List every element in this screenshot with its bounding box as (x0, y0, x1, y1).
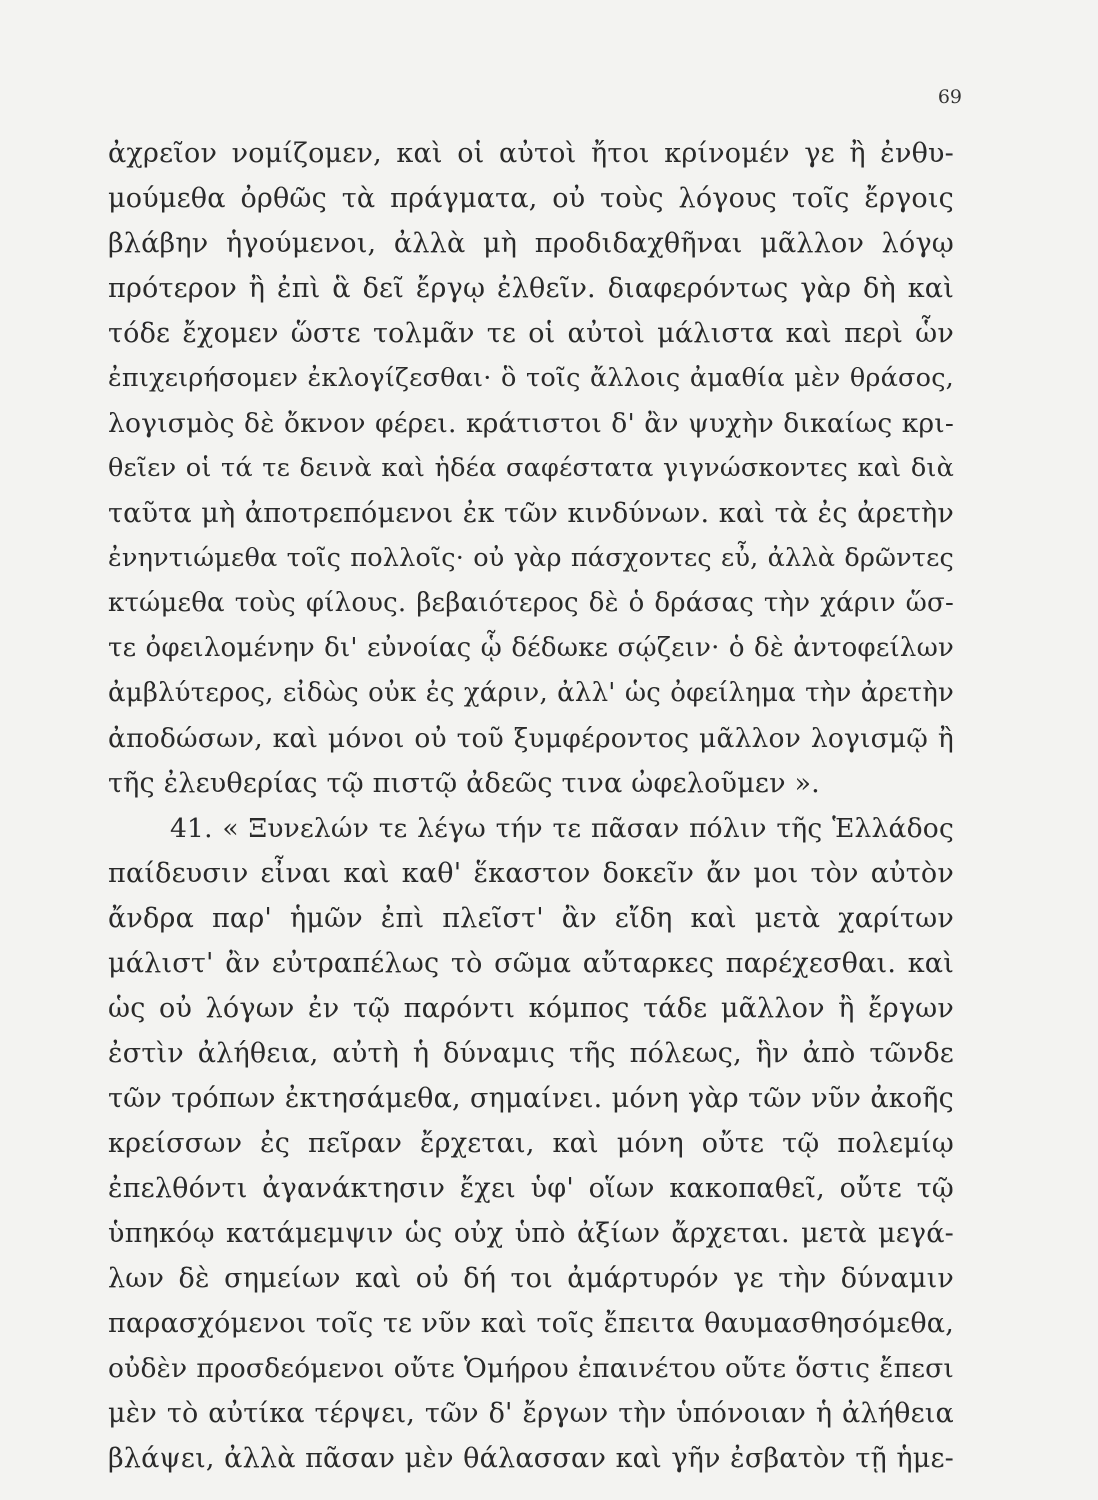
text-line: μούμεθα ὀρθῶς τὰ πράγματα, οὐ τοὺς λόγους τοῖς ἔργοις (108, 183, 954, 214)
text-line: ἐνηντιώμεθα τοῖς πολλοῖς· οὐ γὰρ πάσχοντες εὖ, ἀλλὰ δρῶντες (108, 543, 954, 573)
text-line: κτώμεθα τοὺς φίλους. βεβαιότερος δὲ ὁ δράσας τὴν χάριν ὥσ- (108, 588, 954, 618)
text-line: μάλιστ' ἂν εὐτραπέλως τὸ σῶμα αὔταρκες παρέχεσθαι. καὶ (108, 948, 954, 979)
body-text (108, 131, 954, 1481)
text-line: παίδευσιν εἶναι καὶ καθ' ἕκαστον δοκεῖν ἄν μοι τὸν αὐτὸν (108, 858, 954, 889)
text-line: τε ὀφειλομένην δι' εὐνοίας ᾧ δέδωκε σῴζειν· ὁ δὲ ἀντοφείλων (108, 633, 954, 663)
text-line: λογισμὸς δὲ ὄκνον φέρει. κράτιστοι δ' ἂν ψυχὴν δικαίως κρι- (108, 408, 954, 439)
text-line: βλάψει, ἀλλὰ πᾶσαν μὲν θάλασσαν καὶ γῆν ἐσβατὸν τῇ ἡμε- (108, 1443, 954, 1474)
text-line: τόδε ἔχομεν ὥστε τολμᾶν τε οἱ αὐτοὶ μάλιστα καὶ περὶ ὧν (108, 318, 954, 349)
text-line: ὡς οὐ λόγων ἐν τῷ παρόντι κόμπος τάδε μᾶλλον ἢ ἔργων (108, 993, 954, 1024)
text-line: ἀχρεῖον νομίζομεν, καὶ οἱ αὐτοὶ ἤτοι κρίνομέν γε ἢ ἐνθυ- (108, 138, 954, 169)
text-line: πρότερον ἢ ἐπὶ ἃ δεῖ ἔργῳ ἐλθεῖν. διαφερόντως γὰρ δὴ καὶ (108, 273, 954, 304)
text-line: ὑπηκόῳ κατάμεμψιν ὡς οὐχ ὑπὸ ἀξίων ἄρχεται. μετὰ μεγά- (108, 1218, 954, 1249)
text-line: κρείσσων ἐς πεῖραν ἔρχεται, καὶ μόνη οὔτε τῷ πολεμίῳ (108, 1128, 954, 1159)
text-line: παρασχόμενοι τοῖς τε νῦν καὶ τοῖς ἔπειτα θαυμασθησόμεθα, (108, 1308, 954, 1339)
text-line: ἐπελθόντι ἀγανάκτησιν ἔχει ὑφ' οἵων κακοπαθεῖ, οὔτε τῷ (108, 1173, 954, 1204)
text-line: ἀποδώσων, καὶ μόνοι οὐ τοῦ ξυμφέροντος μᾶλλον λογισμῷ ἢ (108, 723, 954, 754)
text-line: οὐδὲν προσδεόμενοι οὔτε Ὁμήρου ἐπαινέτου οὔτε ὅστις ἔπεσι (108, 1353, 954, 1384)
text-line: μὲν τὸ αὐτίκα τέρψει, τῶν δ' ἔργων τὴν ὑπόνοιαν ἡ ἀλήθεια (108, 1398, 954, 1429)
chapter-start-line: 41. « Ξυνελών τε λέγω τήν τε πᾶσαν πόλιν τῆς Ἑλλάδος (170, 813, 954, 844)
text-line: ἐστὶν ἀλήθεια, αὐτὴ ἡ δύναμις τῆς πόλεως, ἣν ἀπὸ τῶνδε (108, 1038, 954, 1069)
text-line: ἐπιχειρήσομεν ἐκλογίζεσθαι· ὃ τοῖς ἄλλοις ἀμαθία μὲν θράσος, (108, 363, 954, 393)
text-line: λων δὲ σημείων καὶ οὐ δή τοι ἀμάρτυρόν γε τὴν δύναμιν (108, 1263, 954, 1294)
page-number: 69 (937, 86, 962, 108)
text-line: τῆς ἐλευθερίας τῷ πιστῷ ἀδεῶς τινα ὠφελοῦμεν ». (108, 768, 820, 799)
text-line: ταῦτα μὴ ἀποτρεπόμενοι ἐκ τῶν κινδύνων. καὶ τὰ ἐς ἀρετὴν (108, 498, 954, 529)
text-line: θεῖεν οἱ τά τε δεινὰ καὶ ἡδέα σαφέστατα γιγνώσκοντες καὶ διὰ (108, 453, 954, 483)
text-line: ἀμβλύτερος, εἰδὼς οὐκ ἐς χάριν, ἀλλ' ὡς ὀφείλημα τὴν ἀρετὴν (108, 678, 954, 708)
text-line: ἄνδρα παρ' ἡμῶν ἐπὶ πλεῖστ' ἂν εἴδη καὶ μετὰ χαρίτων (108, 903, 954, 934)
text-line: τῶν τρόπων ἐκτησάμεθα, σημαίνει. μόνη γὰρ τῶν νῦν ἀκοῆς (108, 1083, 954, 1114)
text-line: βλάβην ἡγούμενοι, ἀλλὰ μὴ προδιδαχθῆναι μᾶλλον λόγῳ (108, 228, 954, 259)
